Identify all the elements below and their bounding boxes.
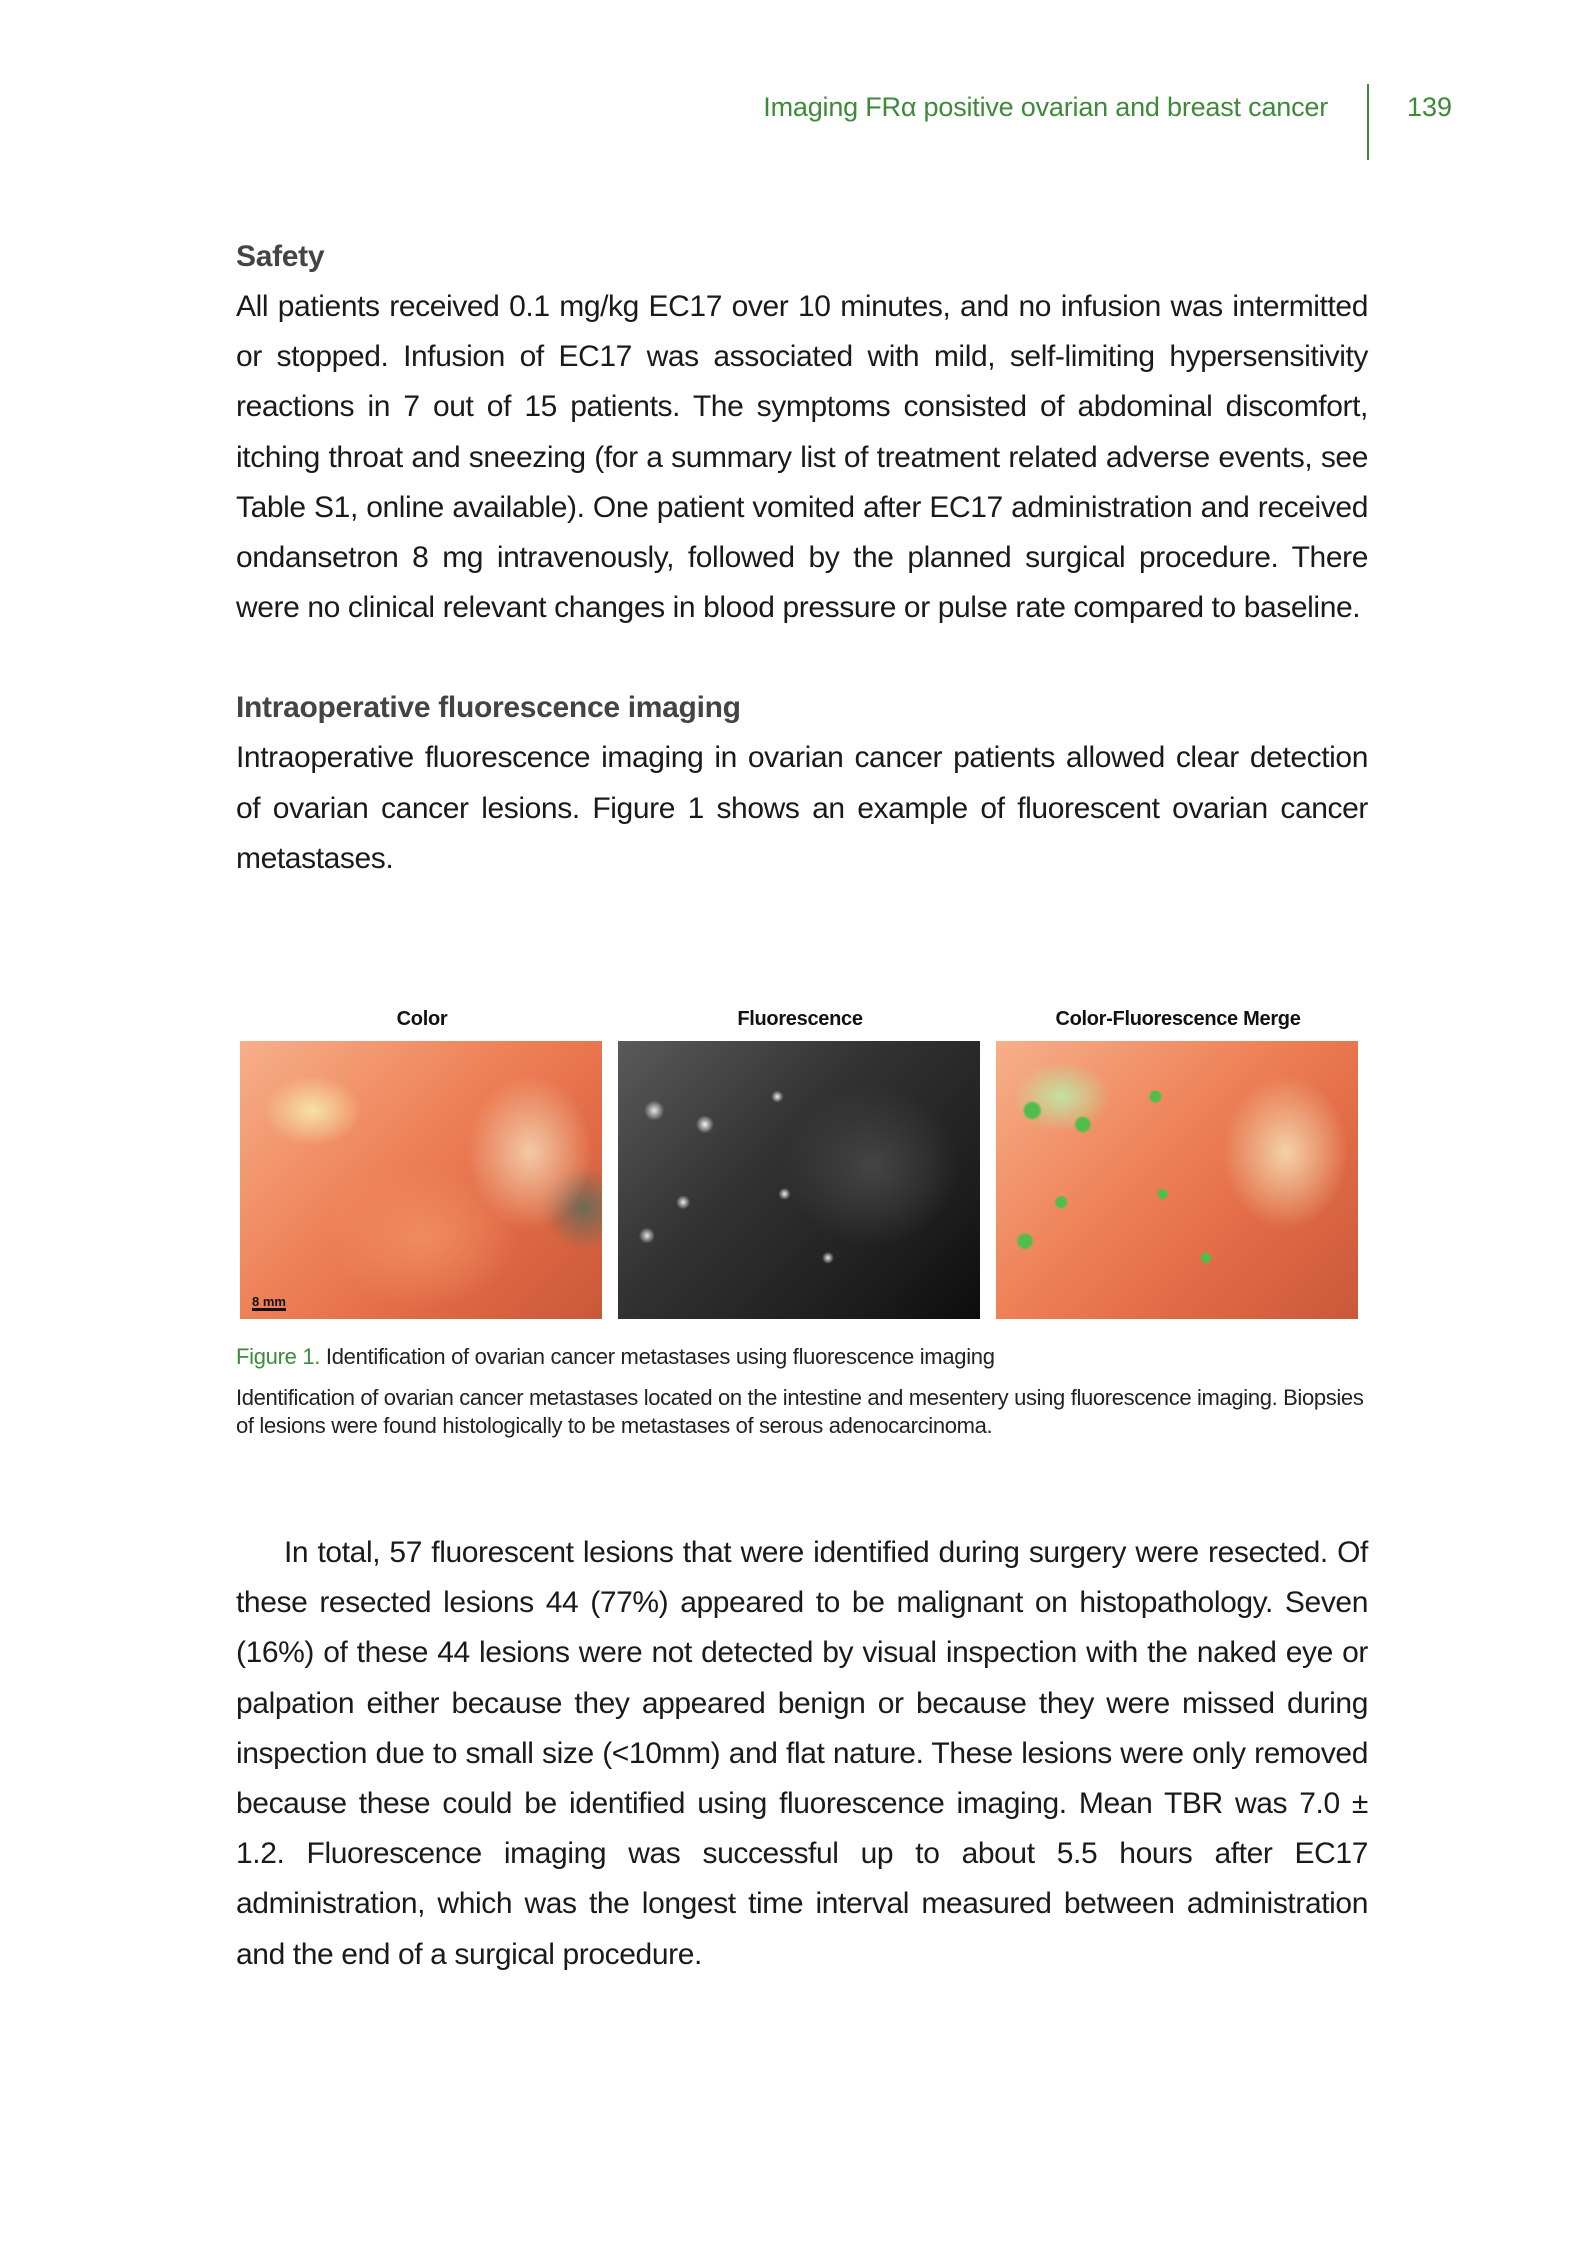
- figure-caption: [236, 1340, 1376, 1440]
- intraoperative-paragraph: Intraoperative fluorescence imaging in ovarian cancer patients allowed clear detection of ovarian cancer lesions. Figure 1 shows an example of fluorescent ovarian cancer metastases.: [236, 741, 1368, 875]
- running-head-divider: [1367, 84, 1369, 160]
- safety-heading: Safety: [236, 240, 325, 273]
- color-photo-image: [240, 1041, 602, 1319]
- panel-title-fluorescence: Fluorescence: [737, 1008, 863, 1030]
- section-spacer: [236, 633, 1368, 683]
- intraoperative-section: [236, 683, 1368, 884]
- figure-panels: [240, 1005, 1360, 1320]
- running-head: [0, 92, 1593, 162]
- caption-label: Figure 1.: [236, 1344, 321, 1369]
- scale-bar-label: 8 mm: [252, 1294, 286, 1309]
- intraoperative-heading: Intraoperative fluorescence imaging: [236, 691, 741, 725]
- fluorescence-image: [618, 1041, 980, 1319]
- panel-title-merge: Color-Fluorescence Merge: [1055, 1008, 1301, 1030]
- results-paragraph: In total, 57 fluorescent lesions that were identified during surgery were resected. Of these resected lesions 44 (77%) appeared to be malignant on histopathology. Seven (16%) of these 44 lesions were not detected by visual inspection with the naked eye or palpation either because they appeared benign or because they were missed during inspection due to small size (<10mm) and flat nature. These lesions were only removed because these could be identified using fluorescence imaging. Mean TBR was 7.0 ± 1.2. Fluorescence imaging was successful up to about 5.5 hours after EC17 administration, which was the longest time interval measured between administration and the end of a surgical procedure.: [236, 1536, 1368, 1971]
- safety-section: [236, 232, 1368, 633]
- caption-body: Identification of ovarian cancer metastases located on the intestine and mesentery using fluorescence imaging. Biopsies of lesions were found histologically to be metastases of serous adenocarcinoma.: [236, 1385, 1364, 1438]
- scale-bar: [252, 1293, 292, 1311]
- caption-title-line: [236, 1340, 1376, 1374]
- panel-title-color: Color: [396, 1008, 448, 1030]
- panel-merge: [996, 1005, 1360, 1319]
- panel-color: [240, 1005, 604, 1319]
- main-text-top: [236, 232, 1368, 884]
- main-text-bottom: [236, 1528, 1368, 1980]
- merge-image: [996, 1041, 1358, 1319]
- page-number: 139: [1407, 92, 1453, 122]
- safety-paragraph: All patients received 0.1 mg/kg EC17 over 10 minutes, and no infusion was intermitted or stopped. Infusion of EC17 was associated with mild, self-limiting hypersensitivity reactions in 7 out of 15 patients. The symptoms consisted of abdominal discomfort, itching throat and sneezing (for a summary list of treatment related adverse events, see Table S1, online available). One patient vomited after EC17 administration and received ondansetron 8 mg intravenously, followed by the planned surgical procedure. There were no clinical relevant changes in blood pressure or pulse rate compared to baseline.: [236, 290, 1368, 625]
- figure-1: [240, 1005, 1360, 1320]
- panel-fluorescence: [618, 1005, 982, 1319]
- running-head-title: Imaging FRα positive ovarian and breast cancer: [763, 92, 1328, 122]
- caption-title: Identification of ovarian cancer metastases using fluorescence imaging: [320, 1344, 995, 1369]
